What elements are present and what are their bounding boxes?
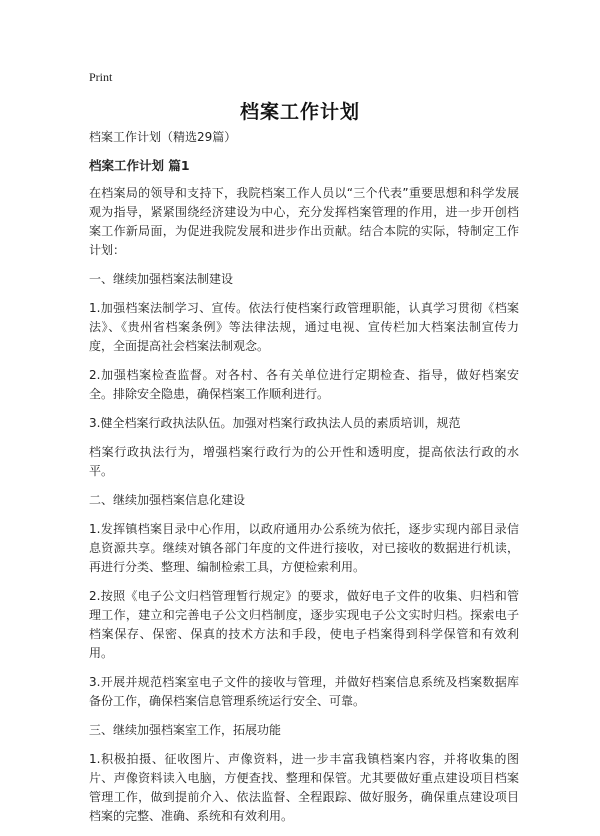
document-subtitle: 档案工作计划（精选29篇） (89, 130, 237, 144)
document-body (89, 128, 519, 836)
section-2-item-2: 2.按照《电子公文归档管理暂行规定》的要求，做好电子文件的收集、归档和管理工作，建立和完善电子公文归档制度，逐步实现电子公文实时归档。探索电子档案保存、保密、保真的技术方法和手段，使电子档案得到科学保管和有效利用。 (89, 589, 519, 660)
section-2-item-3: 3.开展并规范档案室电子文件的接收与管理，并做好档案信息系统及档案数据库备份工作，确保档案信息管理系统运行安全、可靠。 (89, 675, 519, 708)
section-1-item-3-cont: 档案行政执法行为，增强档案行政行为的公开性和透明度，提高依法行政的水平。 (89, 445, 519, 478)
section-2-item-1: 1.发挥镇档案目录中心作用，以政府通用办公系统为依托，逐步实现内部目录信息资源共享。继续对镇各部门年度的文件进行接收，对已接收的数据进行机读，再进行分类、整理、编制检索工具，方便检索利用。 (89, 522, 519, 574)
section-2-heading: 二、继续加强档案信息化建设 (89, 493, 246, 507)
section-heading: 档案工作计划 篇1 (89, 158, 190, 173)
intro-paragraph: 在档案局的领导和支持下，我院档案工作人员以“三个代表”重要思想和科学发展观为指导，紧紧围绕经济建设为中心，充分发挥档案管理的作用，进一步开创档案工作新局面，为促进我院发展和进步作出贡献。结合本院的实际，特制定工作计划： (89, 186, 519, 257)
section-1-heading: 一、继续加强档案法制建设 (89, 272, 234, 286)
section-1-item-1: 1.加强档案法制学习、宣传。依法行使档案行政管理职能，认真学习贯彻《档案法》、《贵州省档案条例》等法律法规，通过电视、宣传栏加大档案法制宣传力度，全面提高社会档案法制观念。 (89, 301, 519, 353)
section-3-heading: 三、继续加强档案室工作，拓展功能 (89, 723, 282, 737)
section-3-item-1: 1.积极拍摄、征收图片、声像资料，进一步丰富我镇档案内容，并将收集的图片、声像资料读入电脑，方便查找、整理和保管。尤其要做好重点建设项目档案管理工作，做到提前介入、依法监督、全程跟踪、做好服务，确保重点建设项目档案的完整、准确、系统和有效利用。 (89, 752, 519, 823)
print-label[interactable]: Print (89, 70, 113, 84)
section-1-item-3-start: 3.健全档案行政执法队伍。加强对档案行政执法人员的素质培训，规范 (89, 416, 461, 430)
section-1-item-2: 2.加强档案检查监督。对各村、各有关单位进行定期检查、指导，做好档案安全。排除安全隐患，确保档案工作顺利进行。 (89, 368, 519, 401)
page-title: 档案工作计划 (239, 101, 360, 123)
